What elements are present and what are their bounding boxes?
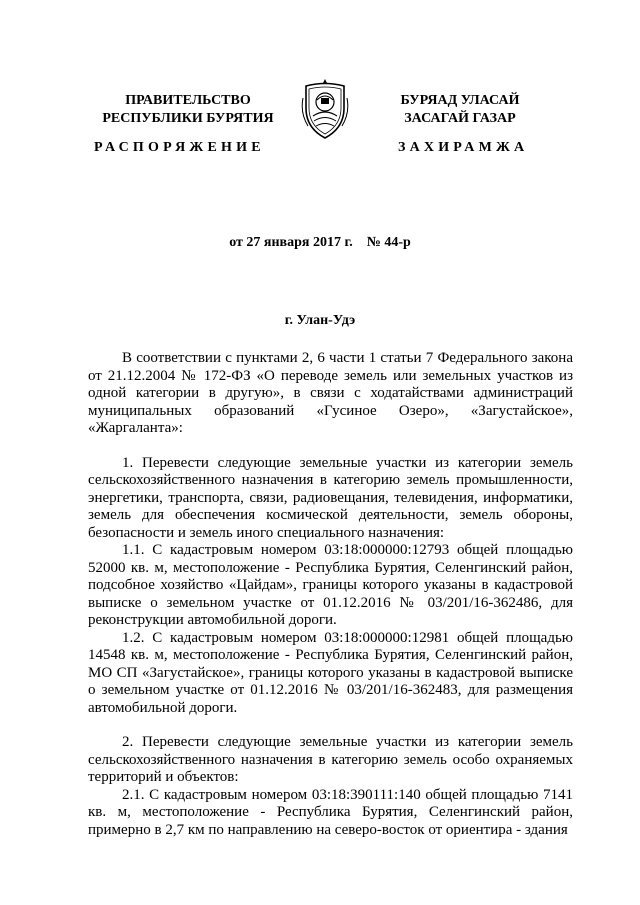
city: г. Улан-Удэ [284, 313, 356, 328]
header-right-line1: БУРЯАД УЛАСАЙ [400, 93, 520, 108]
header-left-line1: ПРАВИТЕЛЬСТВО [125, 93, 251, 108]
header-right-line2: ЗАСАГАЙ ГАЗАР [404, 111, 516, 126]
coat-of-arms-emblem [300, 78, 350, 140]
paragraph-item-1-2: 1.2. С кадастровым номером 03:18:000000:12981 общей площадью 14548 кв. м, местоположение - Республика Бурятия, Селенгинский район, МО СП «Загустайское», границы которого указаны в кадастровой выписке о земельном участке от 01.12.2016 № 03/201/16-362483, для размещения автомобильной дороги. [88, 629, 573, 716]
paragraph-item-2: 2. Перевести следующие земельные участки из категории земель сельскохозяйственного назначения в категорию земель особо охраняемых территорий и объектов: [88, 734, 573, 785]
paragraph-preamble: В соответствии с пунктами 2, 6 части 1 статьи 7 Федерального закона от 21.12.2004 № 172-ФЗ «О переводе земель или земельных участков из одной категории в другую», в связи с ходатайствами администраций муниципальных образований «Гусиное Озеро», «Загустайское», «Жаргаланта»: [88, 350, 573, 436]
doc-type-ru: РАСПОРЯЖЕНИЕ [94, 140, 265, 155]
paragraph-item-1: 1. Перевести следующие земельные участки из категории земель сельскохозяйственного назначения в категорию земель промышленности, энергетики, транспорта, связи, радиовещания, телевидения, информатики, земель для обеспечения космической деятельности, земель обороны, безопасности и земель иного специального назначения: [88, 454, 573, 541]
header-left-line2: РЕСПУБЛИКИ БУРЯТИЯ [102, 111, 274, 126]
paragraph-item-1-1: 1.1. С кадастровым номером 03:18:000000:12793 общей площадью 52000 кв. м, местоположение - Республика Бурятия, Селенгинский район, подсобное хозяйство «Цайдам», границы которого указаны в кадастровой выписке о земельном участке от 01.12.2016 № 03/201/16-362486, для реконструкции автомобильной дороги. [88, 542, 573, 628]
doc-type-bua: ЗАХИРАМЖА [398, 140, 529, 155]
header-government-bua [360, 92, 560, 128]
header-government-ru [88, 92, 288, 128]
paragraph-item-2-1: 2.1. С кадастровым номером 03:18:390111:140 общей площадью 7141 кв. м, местоположение - Республика Бурятия, Селенгинский район, примерно в 2,7 км по направлению на северо-восток от ориентира - здания [88, 786, 573, 838]
date-and-number: от 27 января 2017 г. № 44-р [229, 235, 411, 250]
document-body [88, 350, 573, 839]
